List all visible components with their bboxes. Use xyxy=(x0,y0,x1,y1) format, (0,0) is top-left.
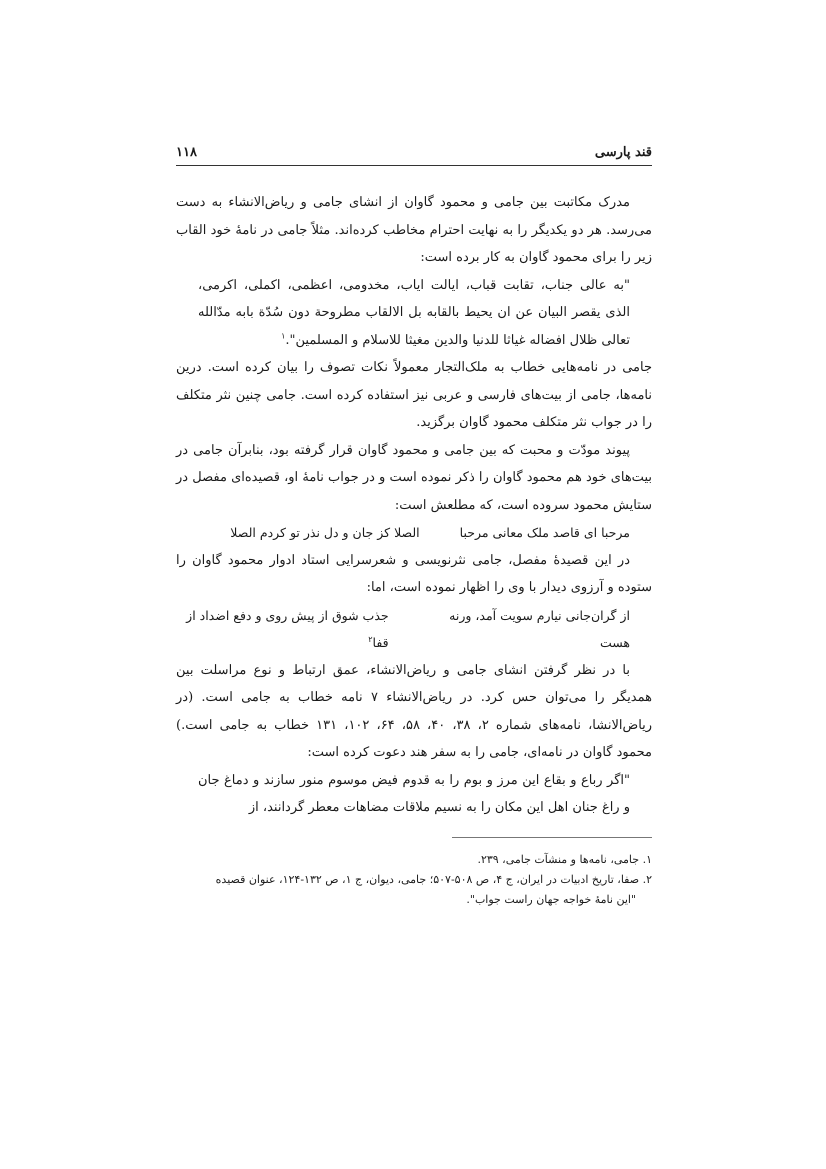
quote-invitation xyxy=(176,767,652,822)
footnote-ref-1: ۱ xyxy=(281,331,286,341)
quote-text xyxy=(198,272,630,355)
footnote-ref-2: ۲ xyxy=(368,634,373,644)
footnote-1: ۱. جامی، نامه‌ها و منشآت جامی، ۲۳۹. xyxy=(477,853,652,866)
footnote-divider xyxy=(452,837,652,838)
paragraph-5: با در نظر گرفتن انشای جامی و ریاض‌الانشاء، عمق ارتباط و نوع مراسلت بین همدیگر را می‌توان حس کرد. در ریاض‌الانشاء ۷ نامه خطاب به جامی است. (در ریاض‌الانشا، نامه‌های شماره ۲، ۳۸، ۴۰، ۵۸، ۶۴، ۱۰۲، ۱۳۱ خطاب به جامی است.) محمود گاوان در نامه‌ای، جامی را به سفر هند دعوت کرده است: xyxy=(176,662,653,760)
verse-1-first-hemistich: مرحبا ای قاصد ملک معانی مرحبا xyxy=(459,525,630,540)
running-header xyxy=(176,143,652,166)
footnote-2-continuation: "این نامهٔ خواجه جهان راست جواب". xyxy=(466,893,636,906)
page-number: ۱۱۸ xyxy=(176,145,197,160)
footnote-2: ۲. صفا، تاریخ ادبیات در ایران، ج ۴، ص ۵۰۸-۵۰۷؛ جامی، دیوان، ج ۱، ص ۱۳۲-۱۲۴، عنوان قصیده xyxy=(215,873,652,886)
main-text xyxy=(176,189,652,822)
verse-2-second-hemistich xyxy=(176,602,389,657)
paragraph-1: مدرک مکاتبت بین جامی و محمود گاوان از انشای جامی و ریاض‌الانشاء به دست می‌رسد. هر دو یکدیگر را به نهایت احترام مخاطب کرده‌اند. مثلاً جامی در نامهٔ خود القاب زیر را برای محمود گاوان به کار برده است: xyxy=(176,195,652,265)
running-title: قند پارسی xyxy=(594,145,652,160)
verse-2-second-text: جذب شوق از پیش روی و دفع اضداد از قفا xyxy=(186,607,389,650)
footnotes xyxy=(176,850,652,910)
paragraph-4: در این قصیدهٔ مفصل، جامی نثرنویسی و شعرسرایی استاد ادوار محمود گاوان را ستوده و آرزوی دیدار با وی را اظهار نموده است، اما: xyxy=(176,552,652,595)
verse-2-first-hemistich: از گران‌جانی نیارم سویت آمد، ورنه هست xyxy=(449,607,630,650)
quote-body: "به عالی جناب، تقابت قباب، ایالت ایاب، مخدومی، اعظمی، اکملی، اکرمی، الذی یقصر البیان عن ان یحیط بالقابه بل الالقاب مطروحة دون سُدّة بابه مدّالله تعالی ظلال افضاله غیاثا للدنیا والدین مغیثا للاسلام و المسلمین". xyxy=(198,277,630,348)
quote-invitation-text: "اگر رباع و بقاع این مرز و بوم را به قدوم فیض موسوم منور سازند و دماغ جان و راغ جنان اهل این مکان را به نسیم ملاقات مضاهات معطر گردانند، از xyxy=(198,772,630,815)
quote-jami-titles xyxy=(176,272,652,355)
paragraph-3: پیوند مودّت و محبت که بین جامی و محمود گاوان قرار گرفته بود، بنابرآن جامی در بیت‌های خود هم محمود گاوان را ذکر نموده است و در جواب نامهٔ او، قصیده‌ای مفصل در ستایش محمود سروده است، که مطلعش است: xyxy=(176,442,652,513)
verse-1-second-hemistich: الصلا کز جان و دل نذر تو کردم الصلا xyxy=(230,525,420,540)
verse-1 xyxy=(176,519,652,547)
paragraph-2: جامی در نامه‌هایی خطاب به ملک‌التجار معمولاً نکات تصوف را بیان کرده است. درین نامه‌ها، جامی از بیت‌های فارسی و عربی نیز استفاده کرده است. جامی چنین نثر متکلف را در جواب نثر متکلف محمود گاوان برگزید. xyxy=(176,360,652,430)
verse-2 xyxy=(176,602,652,657)
